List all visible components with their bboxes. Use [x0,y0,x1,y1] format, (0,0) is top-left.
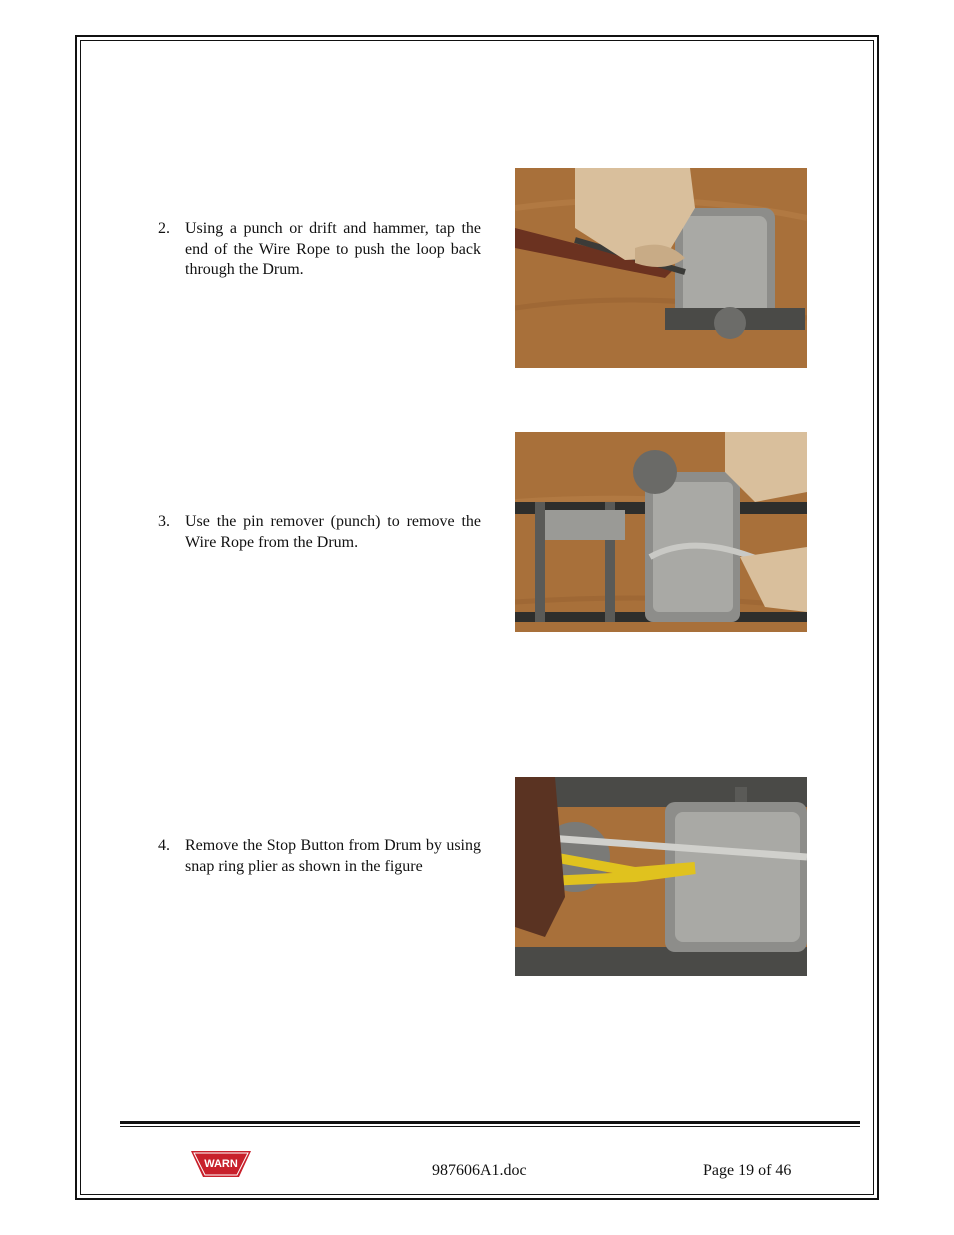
step-text: Remove the Stop Button from Drum by using snap ring plier as shown in the figure [185,837,481,875]
photo-punch-wire-rope [515,168,807,368]
footer-rule-thin [120,1126,860,1127]
photo-remove-stop-button [515,777,807,976]
step-number: 2. [158,220,170,237]
warn-logo [189,1149,253,1179]
step-number: 4. [158,837,170,854]
photo-remove-wire-rope [515,432,807,632]
footer-rule-thick [120,1121,860,1124]
step-text: Using a punch or drift and hammer, tap the end of the Wire Rope to push the loop back through the Drum. [185,220,481,278]
step-4 [158,836,481,877]
step-3 [158,512,481,553]
step-number: 3. [158,513,170,530]
logo-text: WARN [204,1158,238,1170]
step-text: Use the pin remover (punch) to remove the Wire Rope from the Drum. [185,513,481,551]
step-2 [158,219,481,281]
page-number: Page 19 of 46 [703,1162,792,1179]
document-name: 987606A1.doc [432,1162,527,1179]
